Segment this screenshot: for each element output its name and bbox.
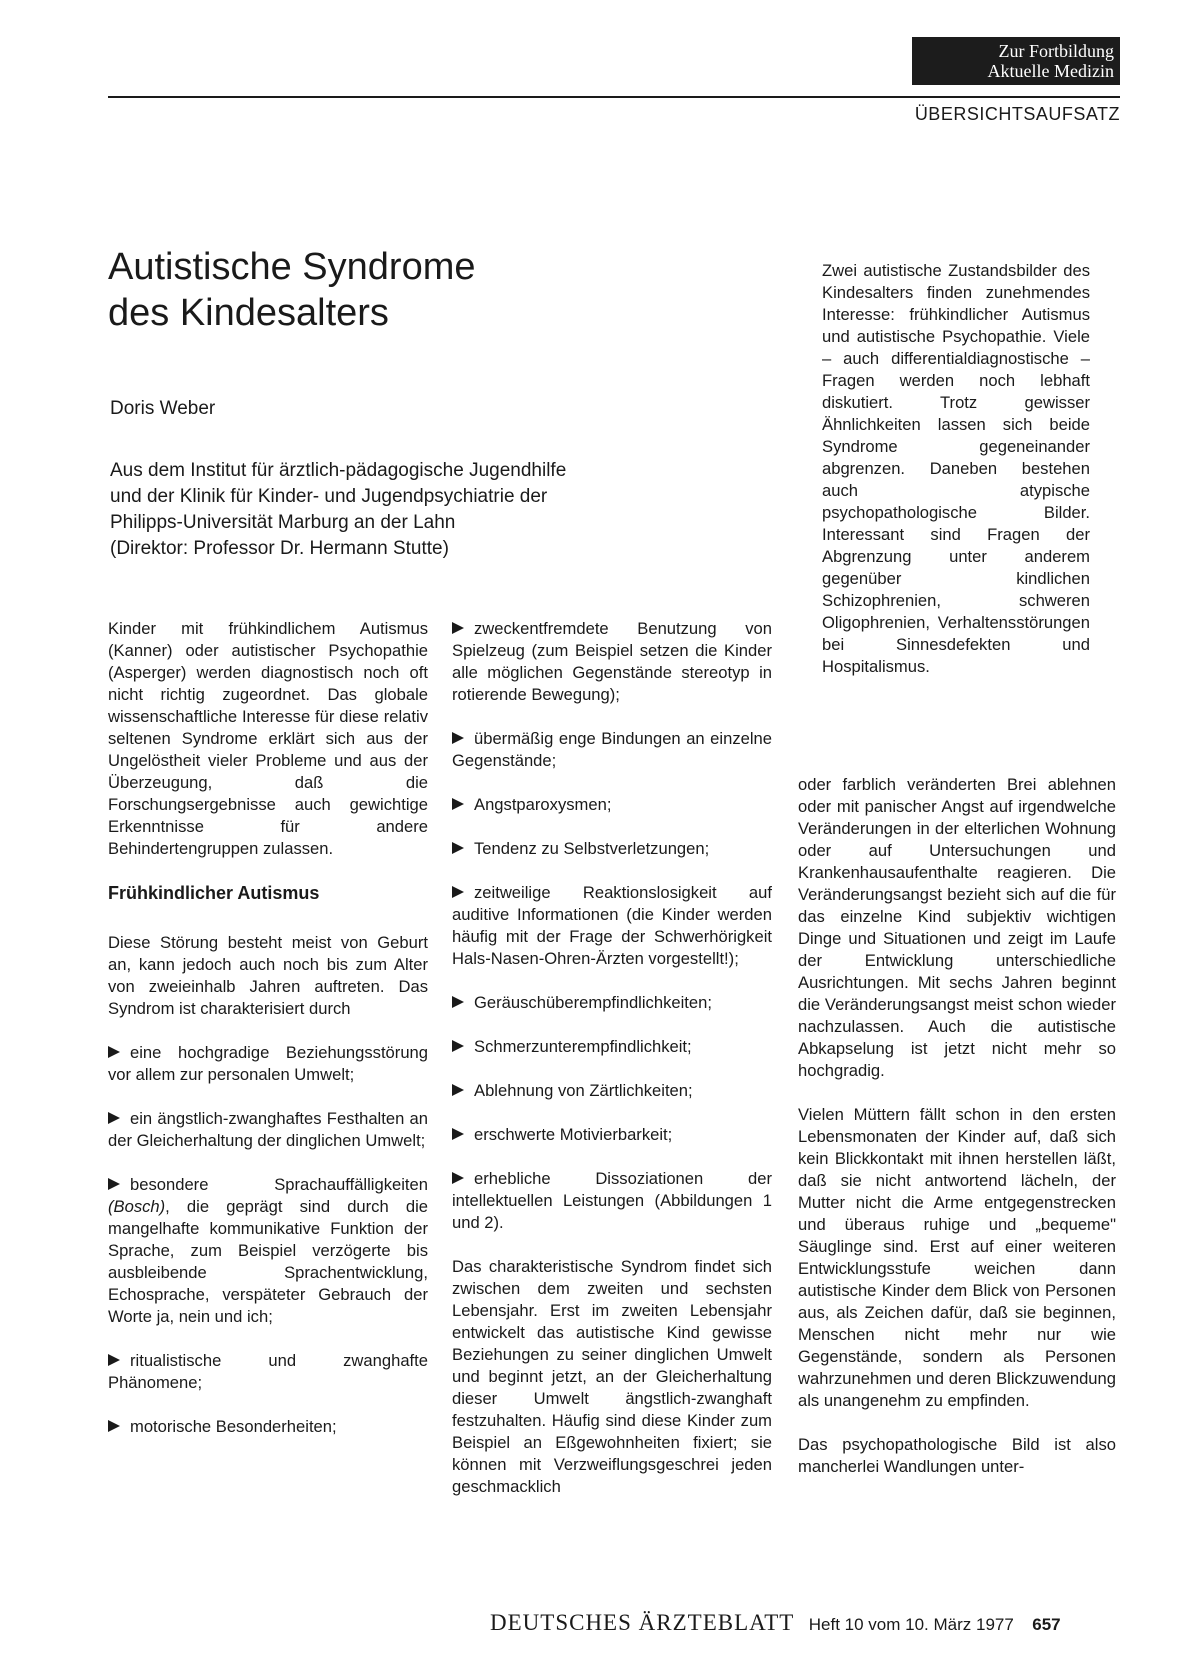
bullet-triangle-icon bbox=[452, 732, 464, 744]
body-paragraph: Das charakteristische Syndrom findet sich zwischen dem zweiten und sechsten Lebensjahr. Erst im zweiten Lebensjahr entwickelt das autistische Kind gewisse Beziehungen zu seiner dinglichen Umwelt und beginnt jetzt, an der Gleicherhaltung dieser Umwelt ängstlich-zwanghaft festzuhalten. Häufig sind diese Kinder zum Beispiel an Eßgewohnheiten fixiert; sie können mit Verzweiflungsgeschrei jeden geschmacklich bbox=[452, 1257, 772, 1496]
list-item bbox=[452, 1124, 772, 1146]
list-item bbox=[108, 1108, 428, 1152]
list-item-text: ritualistische und zwanghafte Phänomene; bbox=[108, 1351, 428, 1392]
bullet-triangle-icon bbox=[452, 842, 464, 854]
bullet-triangle-icon bbox=[452, 622, 464, 634]
list-item-text: ein ängstlich-zwanghaftes Festhalten an der Gleicherhaltung der dinglichen Umwelt; bbox=[108, 1109, 428, 1150]
list-item bbox=[452, 794, 772, 816]
list-item-text: besondere Sprachauffälligkeiten bbox=[130, 1175, 428, 1194]
bullet-triangle-icon bbox=[108, 1420, 120, 1432]
badge-line-1: Zur Fortbildung bbox=[998, 41, 1114, 61]
section-label: ÜBERSICHTSAUFSATZ bbox=[914, 104, 1120, 124]
list-item bbox=[108, 1174, 428, 1328]
list-item-text: übermäßig enge Bindungen an einzelne Gegenstände; bbox=[452, 729, 772, 770]
list-item-text: zweckentfremdete Benutzung von Spielzeug (zum Beispiel setzen die Kinder alle möglichen Gegenstände stereotyp in rotierende Bewegung); bbox=[452, 619, 772, 704]
body-paragraph: Vielen Müttern fällt schon in den ersten Lebensmonaten der Kinder auf, daß sich kein Blickkontakt mit ihnen herstellen läßt, daß sie nicht antwortend lächeln, der Mutter nicht die Arme entgegenstrecken und überaus ruhige und „bequeme" Säuglinge sind. Erst auf einer weiteren Entwicklungsstufe weichen dann autistische Kinder dem Blick von Personen aus, als Zeichen dafür, daß sie beginnen, Menschen nicht mehr nur wie Gegenstände, sondern als Personen wahrzunehmen und deren Blickzuwendung als unangenehm zu empfinden. bbox=[798, 1105, 1116, 1410]
intro-paragraph: Kinder mit frühkindlichem Autismus (Kanner) oder autistischer Psychopathie (Asperger) werden diagnostisch noch oft nicht richtig zugeordnet. Das globale wissenschaftliche Interesse für diese relativ seltenen Syndrome erklärt sich aus der Ungelöstheit vieler Probleme und aus der Überzeugung, daß die Forschungsergebnisse auch gewichtige Erkenntnisse für andere Behindertengruppen zulassen. bbox=[108, 619, 428, 858]
column-3 bbox=[798, 774, 1116, 1500]
list-item-text: Ablehnung von Zärtlichkeiten; bbox=[474, 1081, 693, 1100]
page-footer bbox=[490, 1610, 1120, 1636]
bullet-triangle-icon bbox=[452, 886, 464, 898]
citation-name: (Bosch) bbox=[108, 1197, 166, 1216]
list-item-text: Schmerzunterempfindlichkeit; bbox=[474, 1037, 692, 1056]
body-paragraph: Das psychopathologische Bild ist also mancherlei Wandlungen unter- bbox=[798, 1435, 1116, 1476]
badge-line-2: Aktuelle Medizin bbox=[987, 61, 1114, 81]
column-1 bbox=[108, 618, 428, 1460]
bullet-triangle-icon bbox=[108, 1178, 120, 1190]
list-item bbox=[452, 1036, 772, 1058]
column-2 bbox=[452, 618, 772, 1520]
abstract-text: Zwei autistische Zustandsbilder des Kindesalters finden zunehmendes Interesse: frühkindlicher Autismus und autistische Psychopathie. Viele – auch differentialdiagnostische – Fragen werden noch lebhaft diskutiert. Trotz gewisser Ähnlichkeiten lassen sich beide Syndrome gegeneinander abgrenzen. Daneben bestehen auch atypische psychopathologische Bilder. Interessant sind Fragen der Abgrenzung unter anderem gegenüber kindlichen Schizophrenien, schweren Oligophrenien, Verhaltensstörungen bei Sinnesdefekten und Hospitalismus. bbox=[822, 261, 1090, 676]
affiliation bbox=[110, 458, 566, 562]
bullet-triangle-icon bbox=[452, 996, 464, 1008]
bullet-triangle-icon bbox=[108, 1046, 120, 1058]
list-item bbox=[108, 1350, 428, 1394]
journal-name: DEUTSCHES ÄRZTEBLATT bbox=[490, 1610, 795, 1635]
issue-info: Heft 10 vom 10. März 1977 bbox=[808, 1615, 1014, 1634]
list-item bbox=[452, 1168, 772, 1234]
list-item-text: Tendenz zu Selbstverletzungen; bbox=[474, 839, 710, 858]
list-item bbox=[108, 1416, 428, 1438]
affiliation-line: Aus dem Institut für ärztlich-pädagogische Jugendhilfe bbox=[110, 460, 567, 481]
list-item-text: Angstparoxysmen; bbox=[474, 795, 612, 814]
list-item-text: , die geprägt sind durch die mangelhafte kommunikative Funktion der Sprache, zum Beispiel verzögerte bis ausbleibende Sprachentwicklung, Echosprache, verspäteter Gebrauch der Worte ja, nein und ich; bbox=[108, 1197, 428, 1326]
list-item bbox=[452, 618, 772, 706]
list-item bbox=[108, 1042, 428, 1086]
bullet-triangle-icon bbox=[108, 1112, 120, 1124]
article-title bbox=[108, 244, 476, 336]
list-item-text: Geräuschüberempfindlichkeiten; bbox=[474, 993, 712, 1012]
bullet-triangle-icon bbox=[452, 1128, 464, 1140]
list-item-text: erschwerte Motivierbarkeit; bbox=[474, 1125, 673, 1144]
list-item bbox=[452, 1080, 772, 1102]
list-item bbox=[452, 728, 772, 772]
affiliation-line: und der Klinik für Kinder- und Jugendpsychiatrie der bbox=[110, 486, 548, 507]
list-item bbox=[452, 882, 772, 970]
bullet-triangle-icon bbox=[452, 1172, 464, 1184]
header-rule bbox=[108, 96, 1120, 98]
bullet-triangle-icon bbox=[452, 798, 464, 810]
body-paragraph: Diese Störung besteht meist von Geburt an, kann jedoch auch noch bis zum Alter von zweieinhalb Jahren auftreten. Das Syndrom ist charakterisiert durch bbox=[108, 933, 428, 1018]
author: Doris Weber bbox=[110, 398, 216, 419]
section-badge bbox=[912, 37, 1120, 85]
bullet-triangle-icon bbox=[452, 1040, 464, 1052]
list-item-text: eine hochgradige Beziehungsstörung vor allem zur personalen Umwelt; bbox=[108, 1043, 428, 1084]
abstract bbox=[822, 260, 1090, 678]
title-line-1: Autistische Syndrome bbox=[108, 246, 476, 288]
list-item-text: erhebliche Dissoziationen der intellektuellen Leistungen (Abbildungen 1 und 2). bbox=[452, 1169, 772, 1232]
title-line-2: des Kindesalters bbox=[108, 292, 389, 334]
affiliation-line: (Direktor: Professor Dr. Hermann Stutte) bbox=[110, 538, 449, 559]
body-paragraph: oder farblich veränderten Brei ablehnen oder mit panischer Angst auf irgendwelche Veränderungen in der elterlichen Wohnung oder auf Untersuchungen und Krankenhausaufenthalte reagieren. Die Veränderungsangst bezieht sich auf die für das einzelne Kind subjektiv wichtigen Dinge und Situationen und zeigt im Laufe der Entwicklung unterschiedliche Ausrichtungen. Mit sechs Jahren beginnt die Veränderungsangst meist schon wieder nachzulassen. Auch die autistische Abkapselung ist jetzt nicht mehr so hochgradig. bbox=[798, 775, 1116, 1080]
affiliation-line: Philipps-Universität Marburg an der Lahn bbox=[110, 512, 456, 533]
list-item-text: zeitweilige Reaktionslosigkeit auf auditive Informationen (die Kinder werden häufig mit der Frage der Schwerhörigkeit Hals-Nasen-Ohren-Ärzten vorgestellt!); bbox=[452, 883, 772, 968]
section-heading: Frühkindlicher Autismus bbox=[108, 883, 320, 903]
bullet-triangle-icon bbox=[452, 1084, 464, 1096]
list-item bbox=[452, 992, 772, 1014]
bullet-triangle-icon bbox=[108, 1354, 120, 1366]
list-item bbox=[452, 838, 772, 860]
page-number: 657 bbox=[1032, 1615, 1061, 1634]
list-item-text: motorische Besonderheiten; bbox=[130, 1417, 337, 1436]
